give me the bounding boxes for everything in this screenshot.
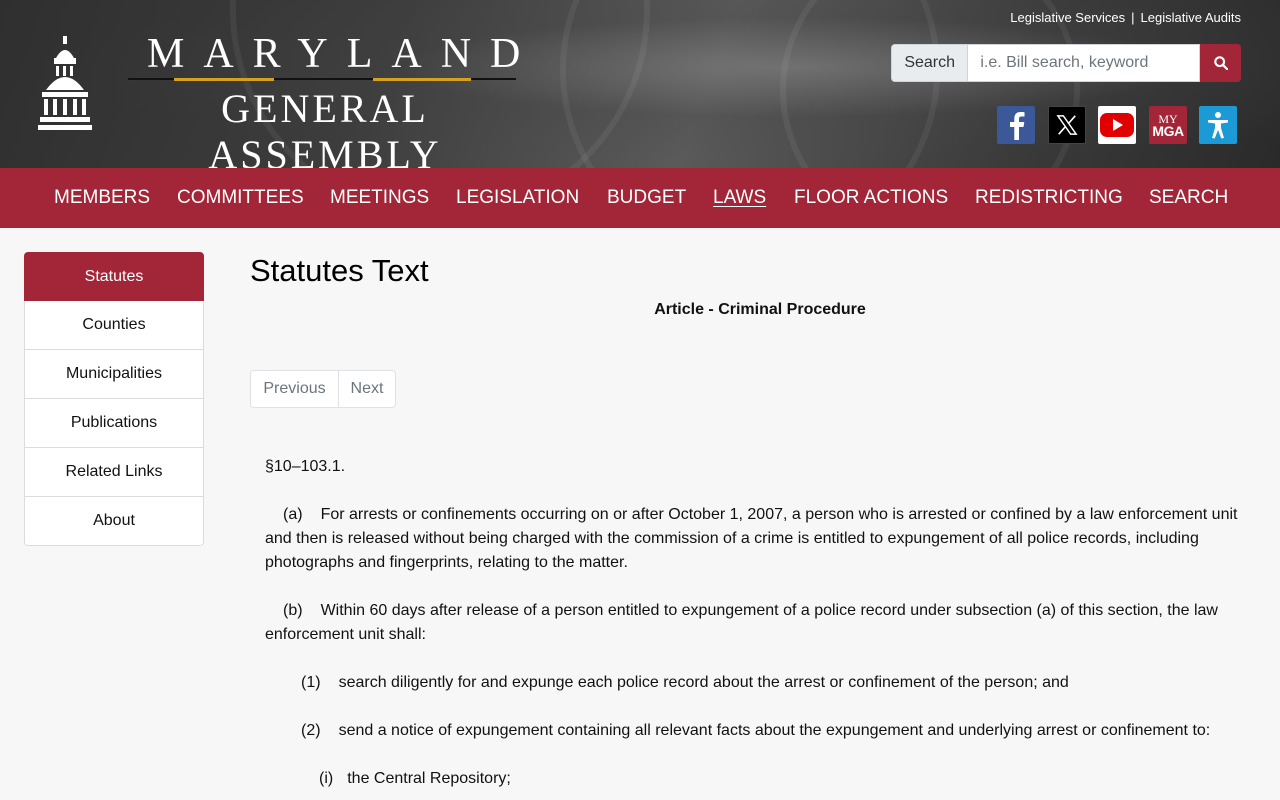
- sidebar-item-related-links[interactable]: Related Links: [24, 448, 204, 497]
- sidebar-item-counties[interactable]: Counties: [24, 301, 204, 350]
- nav-search[interactable]: SEARCH: [1149, 187, 1229, 208]
- accessibility-link[interactable]: [1199, 106, 1237, 144]
- paragraph-label: (2): [301, 722, 321, 739]
- sidebar: [24, 252, 204, 546]
- sidebar-item-about[interactable]: About: [24, 497, 204, 546]
- header-background-arch: [780, 0, 1080, 168]
- x-link[interactable]: [1048, 106, 1086, 144]
- nav-meetings[interactable]: MEETINGS: [330, 187, 430, 208]
- nav-committees[interactable]: COMMITTEES: [177, 187, 304, 208]
- paragraph-label: (1): [301, 674, 321, 691]
- state-house-logo[interactable]: [38, 36, 92, 132]
- statute-paragraph-b: [265, 599, 1245, 647]
- statute-paragraph-b1: [265, 671, 1245, 695]
- nav-floor-actions[interactable]: FLOOR ACTIONS: [794, 187, 949, 208]
- x-twitter-icon: [1056, 114, 1078, 136]
- sidebar-item-municipalities[interactable]: Municipalities: [24, 350, 204, 399]
- nav-redistricting[interactable]: REDISTRICTING: [975, 187, 1123, 208]
- paragraph-text: Within 60 days after release of a person entitled to expungement of a police record under subsection (a) of this section, the law enforcement unit shall:: [265, 602, 1218, 643]
- legislative-services-link[interactable]: Legislative Services: [1010, 10, 1126, 25]
- paragraph-text: send a notice of expungement containing all relevant facts about the expungement and underlying arrest or confinement to:: [338, 722, 1211, 739]
- statute-text: [265, 455, 1245, 800]
- top-links-separator: |: [1131, 10, 1135, 25]
- title-rule: [128, 78, 516, 80]
- my-mga-icon-bottom: MGA: [1152, 123, 1184, 139]
- accessibility-icon: [1206, 111, 1230, 139]
- paragraph-label: (i): [319, 770, 334, 787]
- sidebar-item-statutes[interactable]: Statutes: [24, 252, 204, 301]
- top-links: [1010, 10, 1241, 25]
- nav-laws[interactable]: LAWS: [713, 187, 767, 208]
- nav-budget[interactable]: BUDGET: [607, 187, 687, 208]
- paragraph-label: (b): [283, 602, 303, 619]
- paragraph-label: (a): [283, 506, 303, 523]
- nav-members[interactable]: MEMBERS: [54, 187, 151, 208]
- facebook-link[interactable]: [997, 106, 1035, 144]
- search-input[interactable]: [967, 44, 1200, 82]
- paragraph-text: the Central Repository;: [347, 770, 511, 787]
- section-number: §10–103.1.: [265, 458, 346, 475]
- header-search: [891, 44, 1241, 82]
- article-title: Article - Criminal Procedure: [654, 301, 866, 318]
- paragraph-text: For arrests or confinements occurring on or after October 1, 2007, a person who is arrested or confined by a law enforcement unit and then is released without being charged with the commission of a crime is entitled to expungement of all police records, including photographs and fingerprints, relating to the matter.: [265, 506, 1238, 571]
- legislative-audits-link[interactable]: Legislative Audits: [1140, 10, 1241, 25]
- nav-legislation[interactable]: LEGISLATION: [456, 187, 580, 208]
- site-header: [0, 0, 1280, 168]
- sidebar-item-publications[interactable]: Publications: [24, 399, 204, 448]
- youtube-icon: [1100, 112, 1134, 138]
- search-icon: [1214, 56, 1228, 70]
- paragraph-text: search diligently for and expunge each police record about the arrest or confinement of the person; and: [338, 674, 1069, 691]
- pager: [250, 370, 396, 408]
- main-nav: [0, 168, 1280, 228]
- search-button[interactable]: [1200, 44, 1241, 82]
- statute-paragraph-b2: [265, 719, 1245, 743]
- next-button[interactable]: Next: [339, 370, 396, 408]
- site-title-general-assembly[interactable]: GENERAL ASSEMBLY: [208, 86, 442, 168]
- facebook-icon: [1004, 110, 1028, 140]
- my-mga-link[interactable]: [1149, 106, 1187, 144]
- site-title-maryland[interactable]: MARYLAND: [147, 31, 540, 77]
- page-title: Statutes Text: [250, 253, 429, 288]
- previous-button[interactable]: Previous: [250, 370, 339, 408]
- title-rule-gold-left: [174, 78, 274, 81]
- statute-paragraph-a: [265, 503, 1245, 575]
- youtube-link[interactable]: [1098, 106, 1136, 144]
- my-mga-icon-top: MY: [1158, 112, 1178, 126]
- search-label: Search: [891, 44, 967, 82]
- title-rule-gold-right: [373, 78, 471, 81]
- statute-paragraph-bi: [265, 767, 1245, 791]
